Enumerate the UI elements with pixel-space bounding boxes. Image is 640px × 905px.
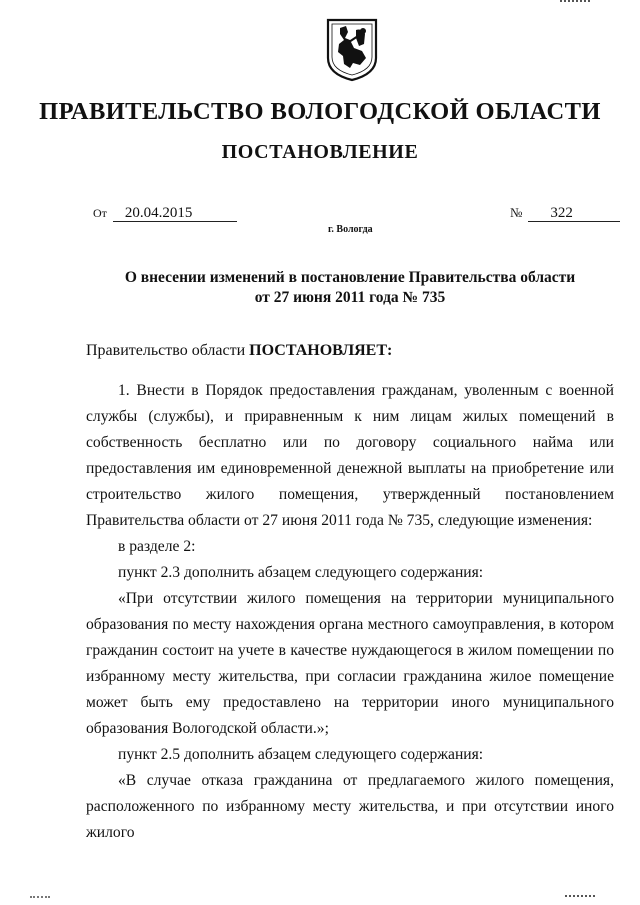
scan-mark-top [560, 0, 590, 5]
coat-of-arms-icon [326, 18, 378, 82]
number-prefix: № [510, 205, 523, 220]
subject-line-2: от 27 июня 2011 года № 735 [254, 289, 446, 306]
paragraph-2: в разделе 2: [118, 538, 196, 555]
preamble-emphasis: ПОСТАНОВЛЯЕТ: [249, 342, 393, 359]
document-type: ПОСТАНОВЛЕНИЕ [221, 141, 419, 163]
document-body [86, 378, 614, 846]
city-label: г. Вологда [328, 224, 373, 235]
document-number: 322 [528, 205, 620, 222]
document-date: 20.04.2015 [113, 205, 237, 222]
paragraph-1: 1. Внести в Порядок предоставления гражданам, уволенным с военной службы (службы), и приравненным к ним лицам жилых помещений в собственность бесплатно или по договору социального найма или предоставления им единовременной денежной выплаты на приобретение или строительство жилого помещения, утвержденный постановлением Правительства области от 27 июня 2011 года № 735, следующие изменения: [86, 382, 614, 529]
document-date-field [93, 205, 237, 222]
document-number-field [510, 205, 620, 222]
paragraph-6: «В случае отказа гражданина от предлагаемого жилого помещения, расположенного по избранному месту жительства, и при отсутствии иного жилого [86, 772, 614, 841]
scan-mark-bottom-right [565, 895, 595, 900]
subject-line-1: О внесении изменений в постановление Правительства области [124, 269, 576, 286]
organization-title: ПРАВИТЕЛЬСТВО ВОЛОГОДСКОЙ ОБЛАСТИ [39, 98, 601, 125]
paragraph-3: пункт 2.3 дополнить абзацем следующего содержания: [118, 564, 484, 581]
preamble-text: Правительство области [86, 342, 250, 359]
preamble [86, 342, 392, 360]
paragraph-4: «При отсутствии жилого помещения на территории муниципального образования по месту нахождения органа местного самоуправления, в котором гражданин состоит на учете в качестве нуждающегося в жилом помещении по избранному месту жительства, при согласии гражданина жилое помещение может быть ему предоставлено на территории иного муниципального образования Вологодской области.»; [86, 590, 614, 737]
date-prefix: От [93, 206, 107, 220]
paragraph-5: пункт 2.5 дополнить абзацем следующего содержания: [118, 746, 484, 763]
document-subject [60, 268, 640, 308]
scan-mark-bottom-left [30, 896, 50, 901]
